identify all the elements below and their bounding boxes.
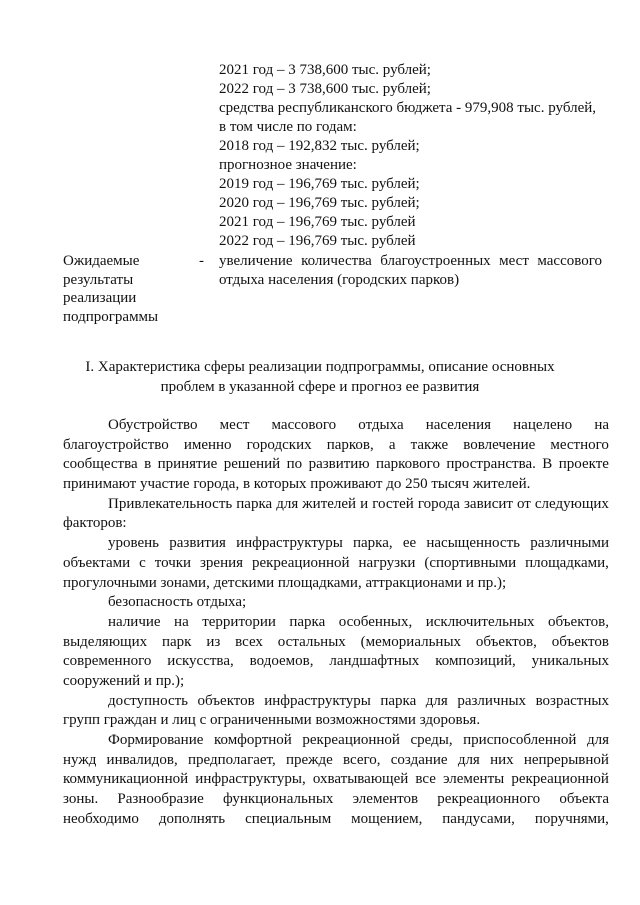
word: элементы: [443, 771, 505, 788]
funding-line: 2019 год – 196,769 тыс. рублей;: [219, 176, 420, 192]
word: доступность: [108, 692, 189, 709]
word: водоемов,: [249, 653, 314, 670]
word: специальным: [245, 810, 332, 827]
funding-line: прогнозное значение:: [219, 157, 357, 173]
funding-line: 2020 год – 196,769 тыс. рублей;: [219, 195, 420, 211]
word: парка: [289, 613, 326, 630]
funding-line: 2021 год – 196,769 тыс. рублей: [219, 214, 416, 230]
word: рекреационной: [511, 771, 609, 788]
word: них: [490, 751, 514, 768]
word: среды,: [410, 732, 453, 748]
word: пространства.: [446, 456, 536, 473]
funding-line: 2022 год – 3 738,600 тыс. рублей;: [219, 81, 431, 97]
word: рекреационной: [302, 732, 400, 748]
word: зависит: [464, 495, 513, 512]
expected-results-text: [219, 252, 602, 289]
word: проекте: [558, 456, 609, 473]
word: от: [516, 495, 531, 512]
body-line: [63, 613, 609, 633]
expected-results-label-line: реализации: [63, 290, 137, 306]
word: из: [206, 633, 221, 650]
word: массового: [537, 253, 602, 269]
word: принятие: [157, 456, 218, 473]
word: нацелено: [513, 417, 573, 433]
expected-results-label-line: подпрограммы: [63, 308, 159, 325]
word: для: [586, 732, 609, 748]
word: благоустроенных: [380, 253, 491, 269]
word: пандусами,: [442, 810, 515, 827]
word: функциональных: [222, 791, 334, 808]
word: зоны.: [63, 791, 99, 808]
body-line: [63, 692, 609, 712]
word: рекреационного: [437, 791, 541, 808]
word: инфраструктуры: [264, 692, 371, 709]
word: элементов: [352, 791, 419, 808]
word: количества: [301, 253, 372, 269]
word: территории: [202, 613, 276, 630]
body-line: [63, 554, 609, 574]
word: непрерывной: [523, 751, 609, 768]
word: по: [286, 456, 303, 473]
word: (мемориальных: [360, 633, 462, 650]
expected-results-line-1: [219, 252, 602, 271]
body-line: [63, 731, 609, 751]
word: в: [144, 456, 152, 473]
word: остальных: [277, 633, 346, 650]
word: инфраструктуры: [236, 535, 343, 552]
word: создание: [390, 751, 448, 768]
expected-results-label-line: результаты: [63, 271, 134, 288]
word: (спортивными: [424, 554, 517, 571]
word: особенных,: [338, 613, 413, 630]
word: города: [417, 495, 460, 512]
body-line: [63, 416, 609, 436]
word: увеличение: [219, 253, 293, 269]
word: выделяющих: [63, 633, 148, 650]
word: развития: [169, 535, 226, 552]
word: различных: [457, 692, 527, 709]
word: прежде: [285, 751, 333, 768]
word: ее: [402, 535, 417, 552]
word: для: [457, 751, 480, 768]
word: рекреационной: [251, 554, 350, 571]
word: Обустройство: [108, 417, 198, 433]
body-line: [63, 436, 609, 456]
funding-line: 2021 год – 3 738,600 тыс. рублей;: [219, 62, 431, 78]
funding-block: [219, 61, 596, 251]
word: приспособленной: [463, 732, 577, 748]
section-heading-line-1: I. Характеристика сферы реализации подпрограммы, описание основных: [85, 359, 555, 375]
body-line-text: сооружений и пр.);: [63, 672, 185, 689]
word: объектов: [197, 692, 255, 709]
word: композиций,: [435, 653, 516, 670]
word: зрения: [200, 554, 244, 571]
word: мест: [499, 253, 529, 269]
word: возрастных: [535, 692, 609, 709]
word: Привлекательность: [108, 495, 233, 512]
word: различными: [530, 535, 609, 552]
word: объектов,: [475, 633, 537, 650]
body-line: [63, 810, 609, 830]
word: паркового: [375, 456, 440, 473]
body-line: [63, 514, 609, 534]
word: а: [388, 436, 396, 453]
word: парка: [380, 692, 417, 709]
body-line: [63, 475, 609, 495]
body-line-text: прогулочными зонами, детскими площадками, аттракционами и пр.);: [63, 574, 507, 591]
word: населения: [425, 417, 492, 433]
body-text: [63, 416, 609, 829]
word: уровень: [108, 535, 160, 552]
word: Формирование: [108, 732, 204, 748]
word: благоустройство: [63, 436, 169, 453]
body-line-text: факторов:: [63, 515, 127, 532]
body-line: [63, 495, 609, 515]
word: на: [594, 417, 609, 433]
word: всего,: [343, 751, 381, 768]
word: инфраструктуры,: [195, 771, 306, 788]
word: отдыха: [358, 417, 404, 433]
word: следующих: [534, 495, 609, 512]
body-line-text: групп граждан и лиц с ограниченными возможностями здоровья.: [63, 712, 481, 729]
funding-line: 2022 год – 196,769 тыс. рублей: [219, 233, 416, 249]
word: объектов: [551, 633, 609, 650]
word: именно: [183, 436, 232, 453]
word: мощением,: [351, 810, 423, 827]
word: жителей: [302, 495, 357, 512]
word: для: [276, 495, 299, 512]
word: все: [415, 771, 436, 788]
word: современного: [63, 653, 152, 670]
word: парка,: [352, 535, 393, 552]
word: нагрузки: [358, 554, 416, 571]
body-line-text: принимают участие города, в которых проживают до 250 тысяч жителей.: [63, 476, 531, 493]
word: и: [360, 495, 369, 512]
word: на: [174, 613, 189, 630]
body-line: [63, 672, 609, 692]
word: точки: [154, 554, 192, 571]
word: инвалидов,: [106, 751, 178, 768]
word: В: [542, 456, 553, 473]
word: Разнообразие: [117, 791, 204, 808]
expected-results-line-2: отдыха населения (городских парков): [219, 271, 460, 288]
word: решений: [223, 456, 281, 473]
word: исключительных: [425, 613, 535, 630]
body-line: [63, 574, 609, 594]
word: необходимо: [63, 810, 139, 827]
word: с: [139, 554, 146, 571]
body-line: [63, 455, 609, 475]
word: предполагает,: [187, 751, 276, 768]
word: всех: [235, 633, 263, 650]
funding-line: средства республиканского бюджета - 979,908 тыс. рублей,: [219, 100, 596, 116]
word: массового: [271, 417, 337, 433]
body-line: [63, 751, 609, 771]
word: уникальных: [531, 653, 609, 670]
word: парка: [236, 495, 273, 512]
body-line: [63, 790, 609, 810]
expected-results-label: [63, 252, 158, 326]
body-line: [63, 711, 609, 731]
word: наличие: [108, 613, 161, 630]
word: охватывающей: [312, 771, 409, 788]
expected-results-dash: -: [199, 253, 204, 269]
word: развитию: [308, 456, 370, 473]
word: нужд: [63, 751, 97, 768]
body-line: [63, 770, 609, 790]
word: вовлечение: [463, 436, 536, 453]
expected-results-label-line: Ожидаемые: [63, 253, 140, 269]
word: поручнями,: [534, 810, 609, 827]
word: насыщенность: [426, 535, 520, 552]
word: объектов,: [548, 613, 609, 630]
funding-line: 2018 год – 192,832 тыс. рублей;: [219, 138, 420, 154]
word: парк: [161, 633, 192, 650]
word: коммуникационной: [63, 771, 189, 788]
word: мест: [219, 417, 250, 433]
section-heading-line-2: проблем в указанной сфере и прогноз ее развития: [160, 378, 480, 395]
word: дополнять: [158, 810, 226, 827]
word: парков,: [326, 436, 374, 453]
word: ландшафтных: [329, 653, 420, 670]
funding-line: в том числе по годам:: [219, 119, 357, 135]
word: сообщества: [63, 456, 138, 473]
word: гостей: [372, 495, 414, 512]
body-line: [63, 652, 609, 672]
body-line: [63, 593, 609, 613]
word: городских: [246, 436, 312, 453]
body-line-text: безопасность отдыха;: [108, 594, 247, 611]
body-line: [63, 633, 609, 653]
word: также: [410, 436, 449, 453]
word: искусства,: [167, 653, 234, 670]
word: комфортной: [213, 732, 292, 748]
section-heading: [0, 358, 640, 397]
word: объектами: [63, 554, 131, 571]
body-line: [63, 534, 609, 554]
word: площадками,: [525, 554, 609, 571]
word: объекта: [559, 791, 609, 808]
word: для: [425, 692, 448, 709]
word: местного: [550, 436, 609, 453]
